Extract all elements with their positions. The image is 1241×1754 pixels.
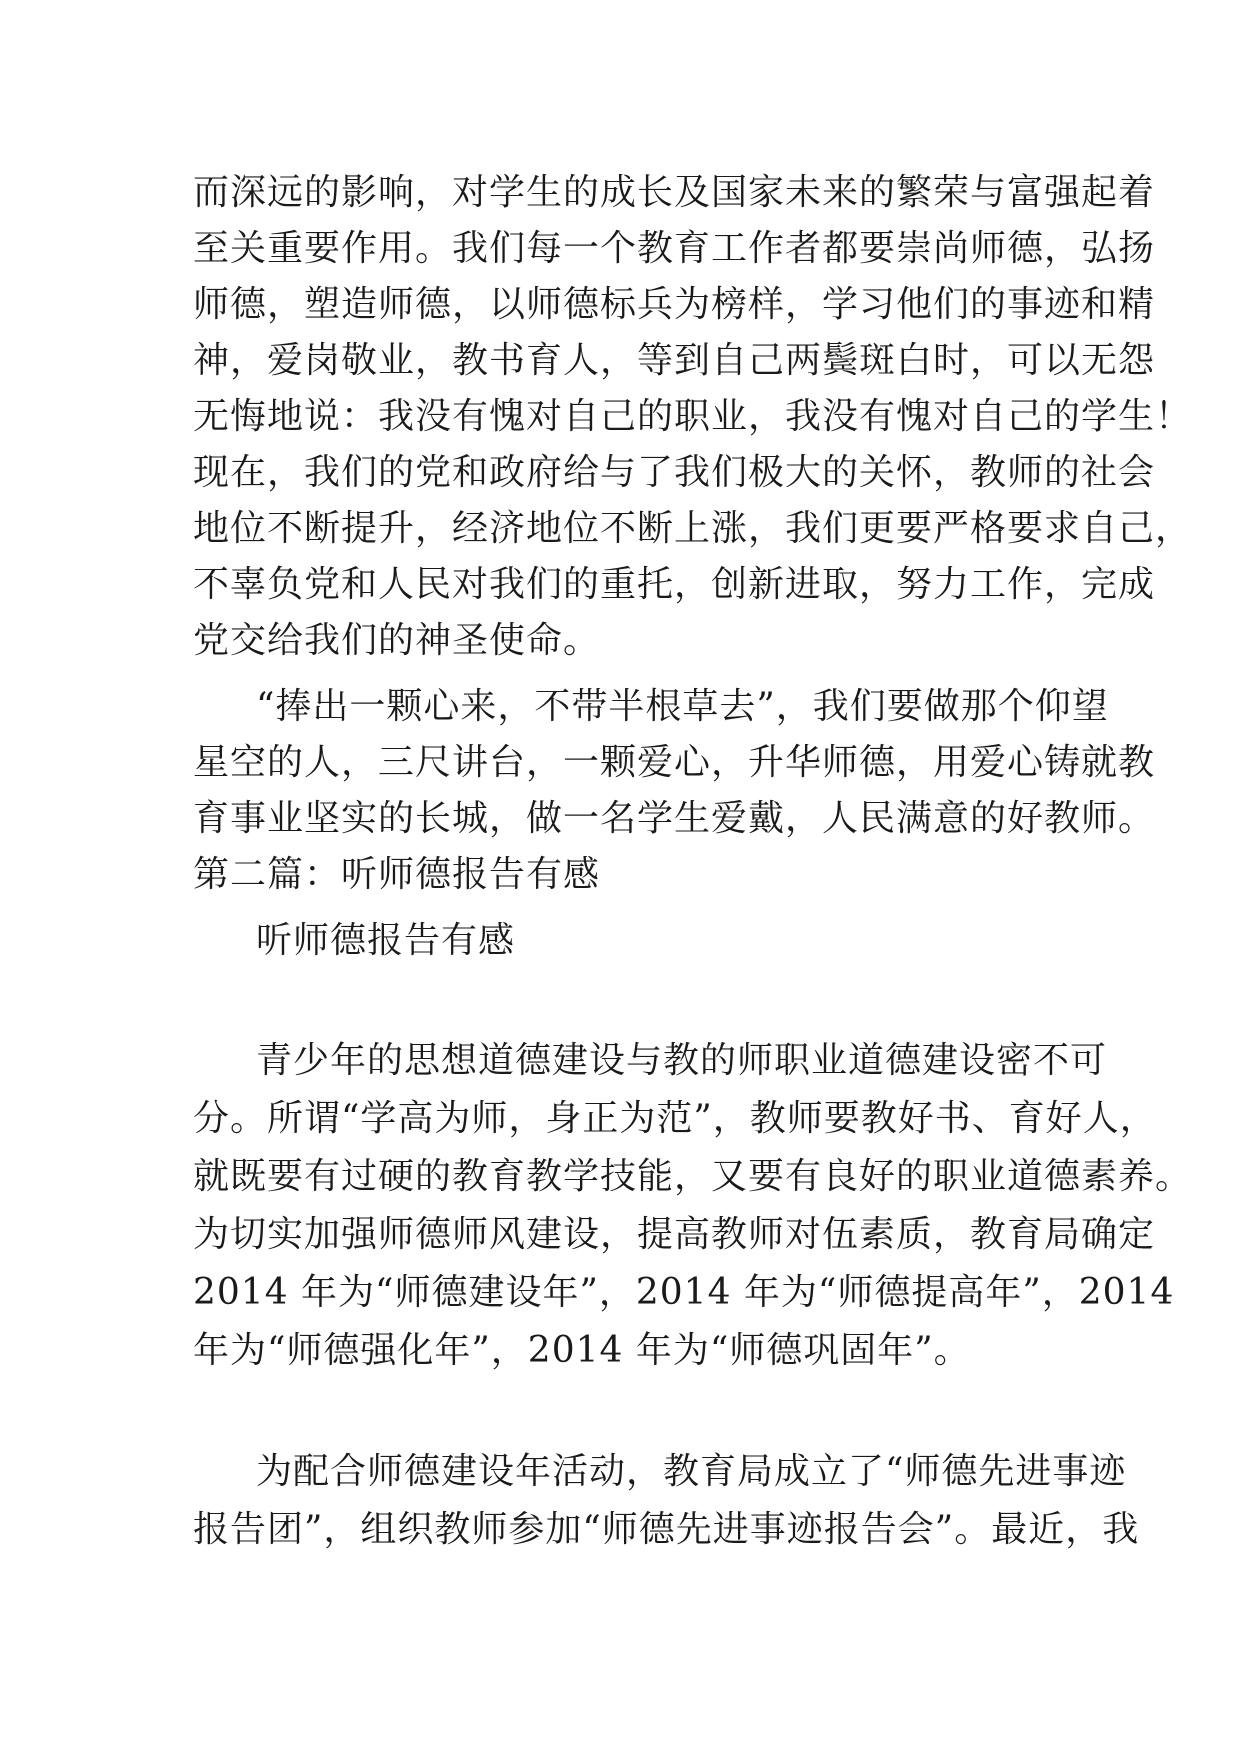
text-line: 而深远的影响，对学生的成长及国家未来的繁荣与富强起着 — [193, 172, 1156, 213]
article-title: 听师德报告有感 — [256, 920, 516, 961]
text-line: 至关重要作用。我们每一个教育工作者都要崇尚师德，弘扬 — [193, 228, 1156, 269]
text-line: 年为“师德强化年”，2014 年为“师德巩固年”。 — [193, 1330, 971, 1371]
text-line: 分。所谓“学高为师，身正为范”，教师要教好书、育好人， — [193, 1098, 1157, 1139]
text-line: 育事业坚实的长城，做一名学生爱戴，人民满意的好教师。 — [193, 798, 1156, 839]
text-line: 星空的人，三尺讲台，一颗爱心，升华师德，用爱心铸就教 — [193, 742, 1156, 783]
text-line: 就既要有过硬的教育教学技能，又要有良好的职业道德素养。 — [193, 1156, 1193, 1197]
text-line: “捧出一颗心来，不带半根草去”，我们要做那个仰望 — [256, 686, 1109, 727]
text-line: 不辜负党和人民对我们的重托，创新进取，努力工作，完成 — [193, 564, 1156, 605]
text-line: 无悔地说：我没有愧对自己的职业，我没有愧对自己的学生！ — [193, 396, 1193, 437]
text-line: 现在，我们的党和政府给与了我们极大的关怀，教师的社会 — [193, 452, 1156, 493]
section-heading: 第二篇：听师德报告有感 — [193, 854, 601, 895]
text-line: 青少年的思想道德建设与教的师职业道德建设密不可 — [256, 1040, 1108, 1081]
text-line: 党交给我们的神圣使命。 — [193, 620, 601, 661]
text-line: 报告团”，组织教师参加“师德先进事迹报告会”。最近，我 — [193, 1509, 1140, 1550]
text-line: 为配合师德建设年活动，教育局成立了“师德先进事迹 — [256, 1451, 1127, 1492]
text-line: 2014 年为“师德建设年”，2014 年为“师德提高年”，2014 — [193, 1272, 1175, 1313]
text-line: 神，爱岗敬业，教书育人，等到自己两鬓斑白时，可以无怨 — [193, 340, 1156, 381]
text-line: 师德，塑造师德，以师德标兵为榜样，学习他们的事迹和精 — [193, 284, 1156, 325]
text-line: 地位不断提升，经济地位不断上涨，我们更要严格要求自己， — [193, 508, 1193, 549]
text-line: 为切实加强师德师风建设，提高教师对伍素质，教育局确定 — [193, 1214, 1156, 1255]
